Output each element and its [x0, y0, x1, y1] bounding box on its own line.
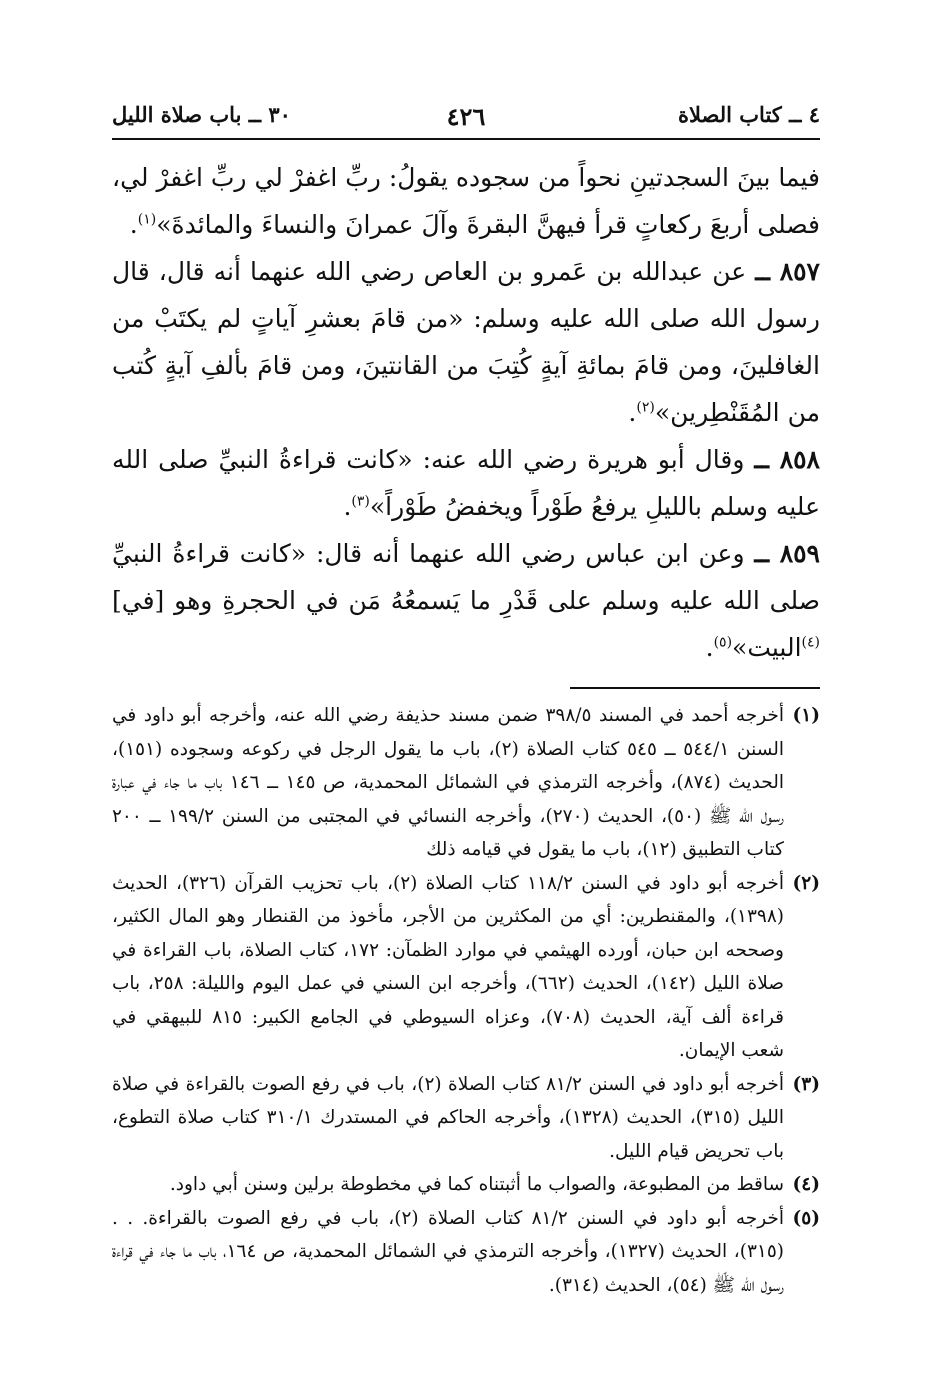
- section-title: ٣٠ ــ باب صلاة الليل: [112, 102, 291, 127]
- continued-paragraph: [112, 154, 820, 248]
- hadith-number: ٨٥٧ ــ: [755, 257, 820, 286]
- page-number: ٤٢٦: [446, 102, 486, 131]
- footnote-divider: [570, 687, 820, 689]
- paragraph-end: .: [628, 398, 637, 427]
- paragraph-end: .: [343, 492, 352, 521]
- paragraph-end: .: [129, 210, 138, 239]
- paragraph-text: فيما بينَ السجدتينِ نحواً من سجوده يقولُ: ربِّ اغفرْ لي ربِّ اغفرْ لي، فصلى أربعَ ركعاتٍ قرأ فيهنَّ البقرةَ وآلَ عمرانَ والنساءَ والمائدةَ»: [112, 163, 820, 239]
- footnote-number: (١): [792, 705, 820, 726]
- footnote-text: أخرجه أحمد في المسند ٣٩٨/٥ ضمن مسند حذيفة رضي الله عنه، وأخرجه أبو داود في السنن ٥٤٤/١ ــ ٥٤٥ كتاب الصلاة (٢)، باب ما يقول الرجل في ركوعه وسجوده (١٥١)، الحديث (٨٧٤)، وأخرجه الترمذي في الشمائل المحمدية، ص ١٤٥ ــ ١٤٦ باب ما جاء في عبارة رسول الله ﷺ (٥٠)، الحديث (٢٧٠)، وأخرجه النسائي في المجتبى من السنن ١٩٩/٢ ــ ٢٠٠ كتاب التطبيق (١٢)، باب ما يقول في قيامه ذلك: [112, 705, 785, 860]
- hadith-number: ٨٥٩ ــ: [754, 539, 820, 568]
- hadith-text: عن عبدالله بن عَمرو بن العاص رضي الله عنهما أنه قال، قال رسول الله صلى الله عليه وسلم: «من قامَ بعشرِ آياتٍ لم يكتَبْ من الغافلينَ، ومن قامَ بمائةِ آيةٍ كُتِبَ من القانتينَ، ومن قامَ بألفِ آيةٍ كُتب من المُقَنْطِرين»: [112, 257, 820, 427]
- chapter-title: ٤ ــ كتاب الصلاة: [678, 102, 820, 127]
- footnote-ref[interactable]: (٥): [713, 634, 733, 651]
- footnote-ref[interactable]: (٣): [351, 493, 370, 510]
- main-text: [112, 154, 820, 671]
- footnote-text: ساقط من المطبوعة، والصواب ما أثبتناه كما في مخطوطة برلين وسنن أبي داود.: [169, 1174, 784, 1195]
- footnote-text: أخرجه أبو داود في السنن ١١٨/٢ كتاب الصلاة (٢)، باب تحزيب القرآن (٣٢٦)، الحديث (١٣٩٨)، والمقنطرين: أي من المكثرين من الأجر، مأخوذ من القنطار وهو المال الكثير، وصححه ابن حبان، أورده الهيثمي في موارد الظمآن: ١٧٢، كتاب الصلاة، باب القراءة في صلاة الليل (١٤٢)، الحديث (٦٦٢)، وأخرجه ابن السني في عمل اليوم والليلة: ٢٥٨، باب قراءة ألف آية، الحديث (٧٠٨)، وعزاه السيوطي في الجامع الكبير: ٨١٥ للبيهقي في شعب الإيمان.: [112, 872, 784, 1061]
- footnote-ref[interactable]: (٢): [636, 399, 655, 416]
- book-page: [112, 96, 820, 1302]
- hadith-857: [112, 248, 820, 436]
- hadith-text: وعن ابن عباس رضي الله عنهما أنه قال: «كانت قراءةُ النبيِّ صلى الله عليه وسلم على قَدْرِ ما يَسمعُهُ مَن في الحجرةِ وهو [في]: [112, 539, 820, 615]
- running-header: [112, 96, 820, 140]
- footnote-ref[interactable]: (١): [137, 211, 157, 228]
- hadith-text-continued: البيت»: [732, 633, 802, 662]
- hadith-text: وقال أبو هريرة رضي الله عنه: «كانت قراءةُ النبيِّ صلى الله عليه وسلم بالليلِ يرفعُ طَوْراً ويخفضُ طَوْراً»: [112, 445, 820, 521]
- footnotes: [112, 699, 820, 1302]
- footnote-text: أخرجه أبو داود في السنن ٨١/٢ كتاب الصلاة (٢)، باب في رفع الصوت بالقراءة في صلاة الليل (٣١٥)، الحديث (١٣٢٨)، وأخرجه الحاكم في المستدرك ٣١٠/١ كتاب صلاة التطوع، باب تحريض قيام الليل.: [112, 1073, 784, 1162]
- footnote-4: [112, 1168, 820, 1202]
- footnote-number: (٤): [792, 1174, 820, 1195]
- footnote-number: (٢): [792, 872, 820, 894]
- hadith-number: ٨٥٨ ــ: [754, 445, 820, 474]
- footnote-text: أخرجه أبو داود في السنن ٨١/٢ كتاب الصلاة (٢)، باب في رفع الصوت بالقراءة. . . (٣١٥)، الحديث (١٣٢٧)، وأخرجه الترمذي في الشمائل المحمدية، ص ١٦٤، باب ما جاء في قراءة رسول الله ﷺ (٥٤)، الحديث (٣١٤).: [112, 1207, 784, 1296]
- footnote-number: (٣): [792, 1073, 820, 1095]
- footnote-5: [112, 1202, 820, 1303]
- footnote-1: [112, 699, 820, 867]
- paragraph-end: .: [705, 633, 714, 662]
- footnote-2: [112, 867, 820, 1068]
- footnote-number: (٥): [792, 1207, 820, 1229]
- footnote-ref[interactable]: (٤): [801, 634, 820, 651]
- hadith-859: [112, 530, 820, 671]
- footnote-3: [112, 1068, 820, 1169]
- hadith-858: [112, 436, 820, 530]
